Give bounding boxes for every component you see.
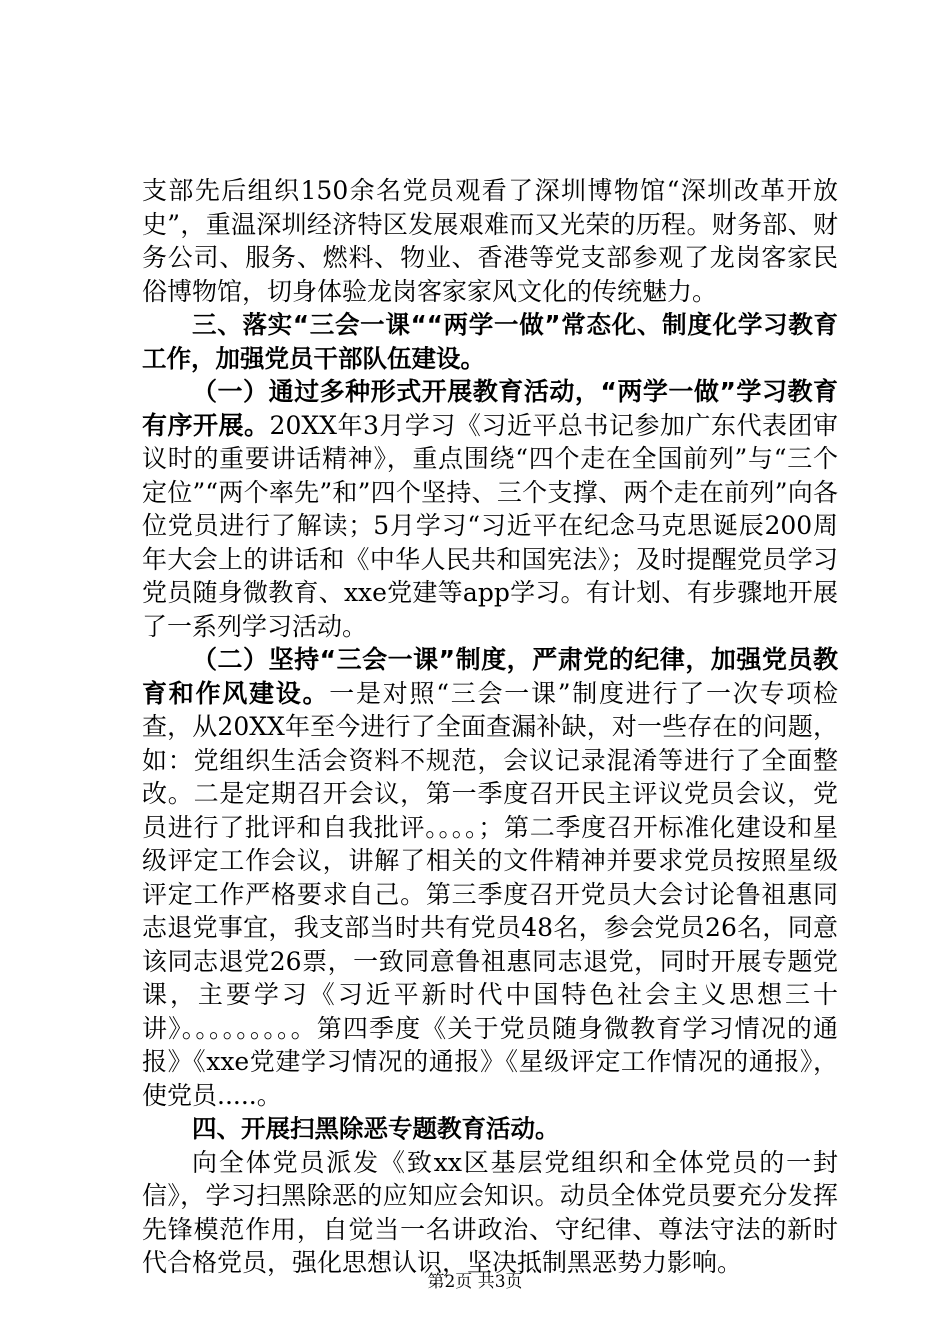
section-heading-three <box>142 308 838 375</box>
page-number-label: 第2页 共3页 <box>427 1272 523 1292</box>
paragraph-three-meetings-one-lesson <box>142 643 838 1112</box>
paragraph-text: 一是对照“三会一课”制度进行了一次专项检查，从20XX年至今进行了全面查漏补缺，对一些存在的问题，如：党组织生活会资料不规范，会议记录混淆等进行了全面整改。二是定期召开会议，第一季度召开民主评议党员会议，党员进行了批评和自我批评。。。。；第二季度召开标准化建设和星级评定工作会议，讲解了相关的文件精神并要求党员按照星级评定工作严格要求自己。第三季度召开党员大会讨论鲁祖惠同志退党事宜，我支部当时共有党员48名，参会党员26名，同意该同志退党26票，一致同意鲁祖惠同志退党，同时开展专题党课，主要学习《习近平新时代中国特色社会主义思想三十讲》。。。。。。。。。第四季度《关于党员随身微教育学习情况的通报》《xxe党建学习情况的通报》《星级评定工作情况的通报》，使党员.....。 <box>142 678 838 1110</box>
document-body <box>142 174 838 1280</box>
paragraph-text: 20XX年3月学习《习近平总书记参加广东代表团审议时的重要讲话精神》，重点围绕“四个走在全国前列”与“三个定位”“两个率先”和”四个坚持、三个支撑、两个走在前列”向各位党员进行了解读；5月学习“习近平在纪念马克思诞辰200周年大会上的讲话和《中华人民共和国宪法》；及时提醒党员学习党员随身微教育、xxe党建等app学习。有计划、有步骤地开展了一系列学习活动。 <box>142 410 838 641</box>
paragraph-text: 向全体党员派发《致xx区基层党组织和全体党员的一封信》，学习扫黑除恶的应知应会知识。动员全体党员要充分发挥先锋模范作用，自觉当一名讲政治、守纪律、尊法守法的新时代合格党员，强化思想认识，坚决抵制黑恶势力影响。 <box>142 1147 838 1277</box>
heading-text: 四、开展扫黑除恶专题教育活动。 <box>192 1114 560 1143</box>
paragraph-text: 支部先后组织150余名党员观看了深圳博物馆“深圳改革开放史”，重温深圳经济特区发展艰难而又光荣的历程。财务部、财务公司、服务、燃料、物业、香港等党支部参观了龙岗客家民俗博物馆，切身体验龙岗客家家风文化的传统魅力。 <box>142 176 838 306</box>
section-heading-four <box>142 1112 838 1146</box>
heading-text: 三、落实“三会一课““两学一做”常态化、制度化学习教育工作，加强党员干部队伍建设。 <box>142 310 838 373</box>
paragraph-visit-museum <box>142 174 838 308</box>
paragraph-anti-crime <box>142 1146 838 1280</box>
page-footer <box>0 1271 950 1293</box>
paragraph-education-activities <box>142 375 838 643</box>
subheading-text: （一）通过多种形式开展教育活动，“两学一做”学习教育有序开展。 <box>142 377 838 440</box>
subheading-text: （二）坚持“三会一课”制度，严肃党的纪律，加强党员教育和作风建设。 <box>142 645 838 708</box>
